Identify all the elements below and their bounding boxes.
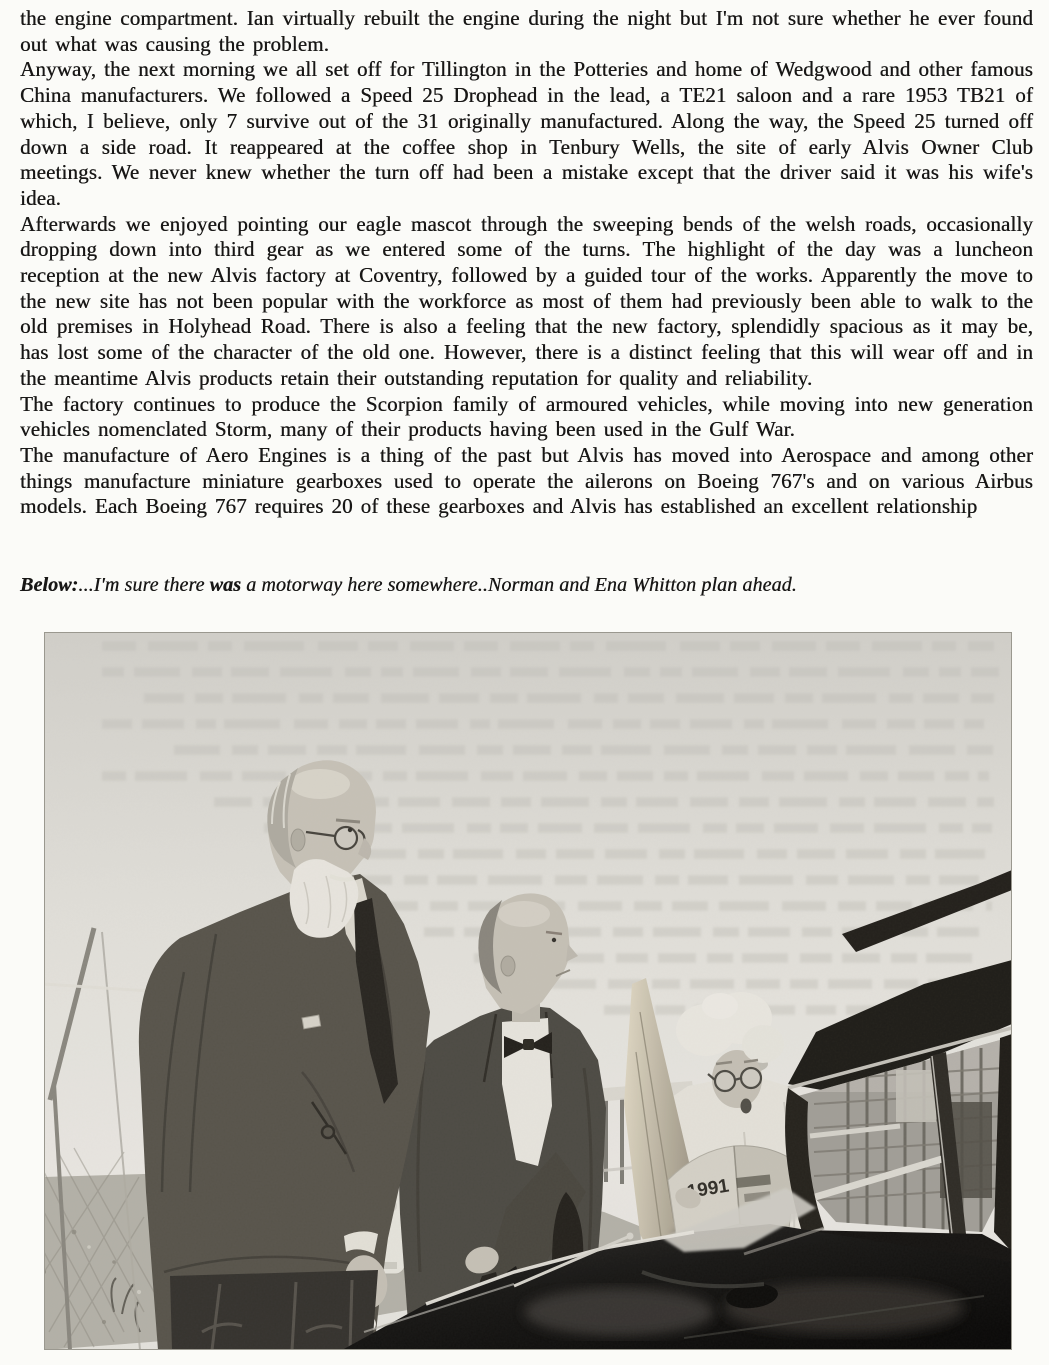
caption-emphasis: was <box>209 574 242 596</box>
caption-lead: ...I'm sure there <box>78 574 210 596</box>
paragraph-2: Anyway, the next morning we all set off for Tillington in the Potteries and home of Wedgwood and other famous China manufacturers. We followed a Speed 25 Drophead in the lead, a TE21 saloon and a rare 1953 TB21 of which, I believe, only 7 survive out of the 31 originally manufactured. Along the way, the Speed 25 turned off down a side road. It reappeared at the coffee shop in Tenbury Wells, the site of early Alvis Owner Club meetings. We never knew whether the turn off had been a mistake except that the driver said it was his wife's idea. <box>20 57 1033 210</box>
caption-rest: a motorway here somewhere..Norman and Ena Whitton plan ahead. <box>241 574 797 596</box>
article-text <box>20 6 1033 520</box>
photograph <box>44 632 1012 1350</box>
paragraph-1: the engine compartment. Ian virtually rebuilt the engine during the night but I'm not sure whether he ever found out what was causing the problem. <box>20 6 1033 56</box>
paragraph-3: Afterwards we enjoyed pointing our eagle mascot through the sweeping bends of the welsh roads, occasionally dropping down into third gear as we entered some of the turns. The highlight of the day was a luncheon reception at the new Alvis factory at Coventry, followed by a guided tour of the works. Apparently the move to the new site has not been popular with the workforce as most of them had previously been able to walk to the old premises in Holyhead Road. There is also a feeling that the new factory, splendidly spacious as it may be, has lost some of the character of the old one. However, there is a distinct feeling that this will wear off and in the meantime Alvis products retain their outstanding reputation for quality and reliability. <box>20 211 1033 390</box>
paragraph-5: The manufacture of Aero Engines is a thing of the past but Alvis has moved into Aerospace and among other things manufacture miniature gearboxes used to operate the ailerons on Boeing 767's and on various Airbus models. Each Boeing 767 requires 20 of these gearboxes and Alvis has established an excellent relationship <box>20 442 1033 519</box>
photo-caption <box>20 574 1033 597</box>
caption-prefix: Below: <box>20 574 79 596</box>
photo-illustration <box>44 632 1012 1350</box>
paragraph-4: The factory continues to produce the Scorpion family of armoured vehicles, while moving into new generation vehicles nomenclated Storm, many of their products having been used in the Gulf War. <box>20 391 1033 442</box>
